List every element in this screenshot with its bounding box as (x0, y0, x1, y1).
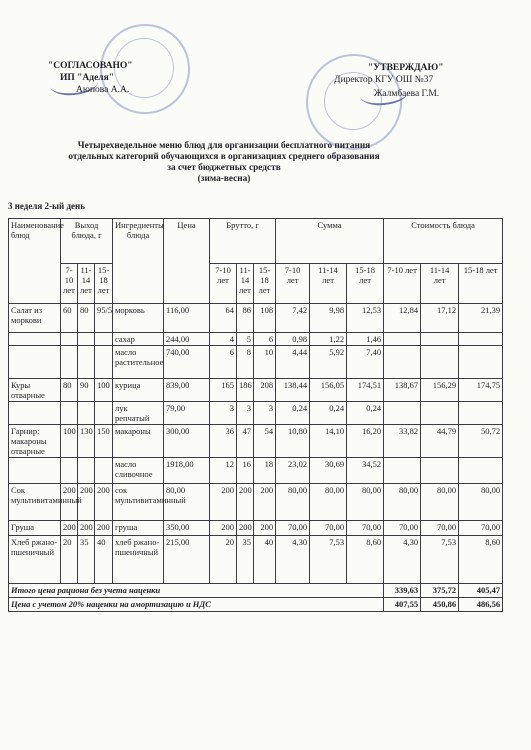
gross-age-header: 15-18 лет (254, 264, 276, 304)
cost-value: 7,53 (421, 536, 459, 584)
gross-value: 35 (237, 536, 254, 584)
yield-value (95, 346, 113, 379)
price-value: 740,00 (164, 346, 210, 379)
gross-value: 208 (254, 379, 276, 402)
gross-value: 3 (237, 402, 254, 425)
sum-value: 23,02 (276, 458, 310, 484)
gross-value: 4 (210, 333, 237, 346)
yield-value (78, 458, 95, 484)
gross-value: 200 (237, 484, 254, 521)
yield-age-header: 15-18 лет (95, 264, 113, 304)
gross-value: 47 (237, 425, 254, 458)
sum-value: 7,40 (347, 346, 384, 379)
table-row (9, 536, 503, 584)
cost-value (421, 333, 459, 346)
total-label: Цена с учетом 20% наценки на амортизацию и НДС (9, 598, 276, 612)
cost-value (459, 402, 503, 425)
sum-value: 14,10 (310, 425, 347, 458)
table-row (9, 346, 503, 379)
total-value: 450,86 (421, 598, 459, 612)
header-yield: Выход блюда, г (61, 219, 113, 264)
sum-value: 0,24 (276, 402, 310, 425)
sum-value: 16,20 (347, 425, 384, 458)
yield-value: 90 (78, 379, 95, 402)
yield-value (95, 333, 113, 346)
table-row (9, 484, 503, 521)
cost-value: 21,39 (459, 304, 503, 333)
yield-value: 200 (95, 484, 113, 521)
gross-value: 54 (254, 425, 276, 458)
dish-name: Хлеб ржано-пшеничный (9, 536, 61, 584)
dish-name: Куры отварные (9, 379, 61, 402)
sum-value: 0,24 (347, 402, 384, 425)
yield-value: 20 (61, 536, 78, 584)
ingredient-name: лук репчатый (113, 402, 164, 425)
sum-value: 4,30 (276, 536, 310, 584)
sum-value: 138,44 (276, 379, 310, 402)
gross-age-header: 11-14 лет (237, 264, 254, 304)
ingredient-name: курица (113, 379, 164, 402)
cost-age-header: 15-18 лет (459, 264, 503, 304)
gross-age-header: 7-10 лет (210, 264, 237, 304)
yield-value (61, 402, 78, 425)
gross-value: 18 (254, 458, 276, 484)
week-label: 3 неделя 2-ый день (8, 201, 85, 211)
header-price: Цена (164, 219, 210, 304)
sum-value: 10,80 (276, 425, 310, 458)
yield-age-header: 11-14 лет (78, 264, 95, 304)
sum-value: 80,00 (347, 484, 384, 521)
dish-name: Сок мультивитаминный (9, 484, 61, 521)
gross-value: 40 (254, 536, 276, 584)
table-row (9, 304, 503, 333)
cost-value: 8,60 (459, 536, 503, 584)
sum-value: 70,00 (276, 521, 310, 536)
price-value: 839,00 (164, 379, 210, 402)
yield-value (61, 346, 78, 379)
gross-value: 12 (210, 458, 237, 484)
ingredient-name: сахар (113, 333, 164, 346)
gross-value: 200 (210, 521, 237, 536)
dish-name (9, 458, 61, 484)
total-value: 375,72 (421, 584, 459, 598)
gross-value: 200 (254, 484, 276, 521)
cost-value: 70,00 (384, 521, 421, 536)
yield-value: 200 (61, 521, 78, 536)
dish-name: Груша (9, 521, 61, 536)
cost-value: 4,30 (384, 536, 421, 584)
sum-value: 1,46 (347, 333, 384, 346)
dish-name (9, 346, 61, 379)
yield-value (61, 458, 78, 484)
sum-value: 70,00 (347, 521, 384, 536)
gross-value: 5 (237, 333, 254, 346)
cost-value: 80,00 (421, 484, 459, 521)
gross-value: 20 (210, 536, 237, 584)
cost-value (384, 402, 421, 425)
gross-value: 186 (237, 379, 254, 402)
approval-left-title: "СОГЛАСОВАНО" (48, 61, 133, 71)
ingredient-name: макароны (113, 425, 164, 458)
yield-value (95, 402, 113, 425)
yield-value: 100 (61, 425, 78, 458)
sum-age-header: 15-18 лет (347, 264, 384, 304)
price-value: 300,00 (164, 425, 210, 458)
price-value: 116,00 (164, 304, 210, 333)
price-value: 215,00 (164, 536, 210, 584)
yield-value: 60 (61, 304, 78, 333)
yield-value (78, 402, 95, 425)
sum-value: 7,42 (276, 304, 310, 333)
yield-value (78, 333, 95, 346)
table-row (9, 379, 503, 402)
dish-name: Салат из моркови (9, 304, 61, 333)
sum-value: 34,52 (347, 458, 384, 484)
total-value: 339,63 (384, 584, 421, 598)
cost-value: 174,75 (459, 379, 503, 402)
sum-value: 7,53 (310, 536, 347, 584)
approval-right-title: "УТВЕРЖДАЮ" (368, 63, 444, 73)
cost-value (459, 458, 503, 484)
yield-value: 150 (95, 425, 113, 458)
cost-value: 70,00 (421, 521, 459, 536)
sum-age-header: 11-14 лет (310, 264, 347, 304)
cost-value (421, 346, 459, 379)
cost-value (459, 346, 503, 379)
table-row (9, 333, 503, 346)
table-row (9, 458, 503, 484)
gross-value: 6 (210, 346, 237, 379)
ingredient-name: груша (113, 521, 164, 536)
yield-value (61, 333, 78, 346)
yield-value: 200 (78, 521, 95, 536)
total-row (9, 584, 503, 598)
cost-value: 44,79 (421, 425, 459, 458)
gross-value: 6 (254, 333, 276, 346)
table-row (9, 521, 503, 536)
ingredient-name: масло сливочное (113, 458, 164, 484)
ingredient-name: морковь (113, 304, 164, 333)
gross-value: 3 (210, 402, 237, 425)
cost-value: 33,82 (384, 425, 421, 458)
approval-right-org: Директор КГУ ОШ №37 (334, 75, 434, 85)
gross-value: 108 (254, 304, 276, 333)
gross-value: 36 (210, 425, 237, 458)
yield-value: 200 (61, 484, 78, 521)
gross-value: 10 (254, 346, 276, 379)
yield-value: 95/5 (95, 304, 113, 333)
cost-value (459, 333, 503, 346)
title-line-2: отдельных категорий обучающихся в организациях среднего образования (68, 152, 380, 162)
cost-value: 80,00 (459, 484, 503, 521)
total-spacer (276, 598, 384, 612)
cost-value: 70,00 (459, 521, 503, 536)
sum-value: 9,98 (310, 304, 347, 333)
table-row (9, 402, 503, 425)
sum-value: 0,24 (310, 402, 347, 425)
title-line-1: Четырехнедельное меню блюд для организации бесплатного питания (77, 141, 371, 151)
cost-value: 50,72 (459, 425, 503, 458)
sum-value: 1,22 (310, 333, 347, 346)
cost-value (384, 333, 421, 346)
sum-value: 12,53 (347, 304, 384, 333)
cost-value: 17,12 (421, 304, 459, 333)
sum-age-header: 7-10 лет (276, 264, 310, 304)
cost-age-header: 7-10 лет (384, 264, 421, 304)
sum-value: 30,69 (310, 458, 347, 484)
cost-age-header: 11-14 лет (421, 264, 459, 304)
price-value: 1918,00 (164, 458, 210, 484)
approval-left-org: ИП "Аделя" (60, 73, 115, 83)
sum-value: 4,44 (276, 346, 310, 379)
dish-name (9, 333, 61, 346)
sum-value: 80,00 (276, 484, 310, 521)
gross-value: 8 (237, 346, 254, 379)
cost-value: 138,67 (384, 379, 421, 402)
total-spacer (276, 584, 384, 598)
gross-value: 3 (254, 402, 276, 425)
sum-value: 156,05 (310, 379, 347, 402)
yield-age-header: 7-10 лет (61, 264, 78, 304)
price-value: 244,00 (164, 333, 210, 346)
approval-right-name: Жалмбаева Г.М. (374, 89, 440, 99)
price-value: 80,00 (164, 484, 210, 521)
document-title (44, 141, 404, 185)
yield-value: 200 (78, 484, 95, 521)
sum-value: 0,98 (276, 333, 310, 346)
header-gross: Брутто, г (210, 219, 276, 264)
title-line-4: (зима-весна) (197, 174, 251, 184)
yield-value: 80 (78, 304, 95, 333)
gross-value: 86 (237, 304, 254, 333)
gross-value: 200 (254, 521, 276, 536)
yield-value: 100 (95, 379, 113, 402)
header-ingredients: Ингредиенты блюда (113, 219, 164, 304)
cost-value (421, 458, 459, 484)
ingredient-name: сок мультивитаминный (113, 484, 164, 521)
total-row (9, 598, 503, 612)
total-value: 405,47 (459, 584, 503, 598)
table-row (9, 425, 503, 458)
yield-value (95, 458, 113, 484)
menu-table (8, 218, 503, 612)
gross-value: 64 (210, 304, 237, 333)
gross-value: 200 (210, 484, 237, 521)
yield-value: 40 (95, 536, 113, 584)
yield-value: 200 (95, 521, 113, 536)
gross-value: 200 (237, 521, 254, 536)
sum-value: 80,00 (310, 484, 347, 521)
cost-value: 12,84 (384, 304, 421, 333)
header-sum: Сумма (276, 219, 384, 264)
yield-value: 35 (78, 536, 95, 584)
yield-value (78, 346, 95, 379)
ingredient-name: масло растительное (113, 346, 164, 379)
approval-left-name: Аюпова А.А. (76, 85, 130, 95)
total-label: Итого цена рациона без учета наценки (9, 584, 276, 598)
cost-value (384, 346, 421, 379)
dish-name (9, 402, 61, 425)
total-value: 486,56 (459, 598, 503, 612)
header-dish: Наименование блюд (9, 219, 61, 304)
sum-value: 174,51 (347, 379, 384, 402)
yield-value: 130 (78, 425, 95, 458)
yield-value: 80 (61, 379, 78, 402)
sum-value: 70,00 (310, 521, 347, 536)
sum-value: 5,92 (310, 346, 347, 379)
price-value: 350,00 (164, 521, 210, 536)
gross-value: 16 (237, 458, 254, 484)
cost-value: 156,29 (421, 379, 459, 402)
title-line-3: за счет бюджетных средств (167, 163, 281, 173)
header-cost: Стоимость блюда (384, 219, 503, 264)
sum-value: 8,60 (347, 536, 384, 584)
cost-value: 80,00 (384, 484, 421, 521)
cost-value (421, 402, 459, 425)
dish-name: Гарнир: макароны отварные (9, 425, 61, 458)
cost-value (384, 458, 421, 484)
gross-value: 165 (210, 379, 237, 402)
total-value: 407,55 (384, 598, 421, 612)
ingredient-name: хлеб ржано-пшеничный (113, 536, 164, 584)
price-value: 79,00 (164, 402, 210, 425)
